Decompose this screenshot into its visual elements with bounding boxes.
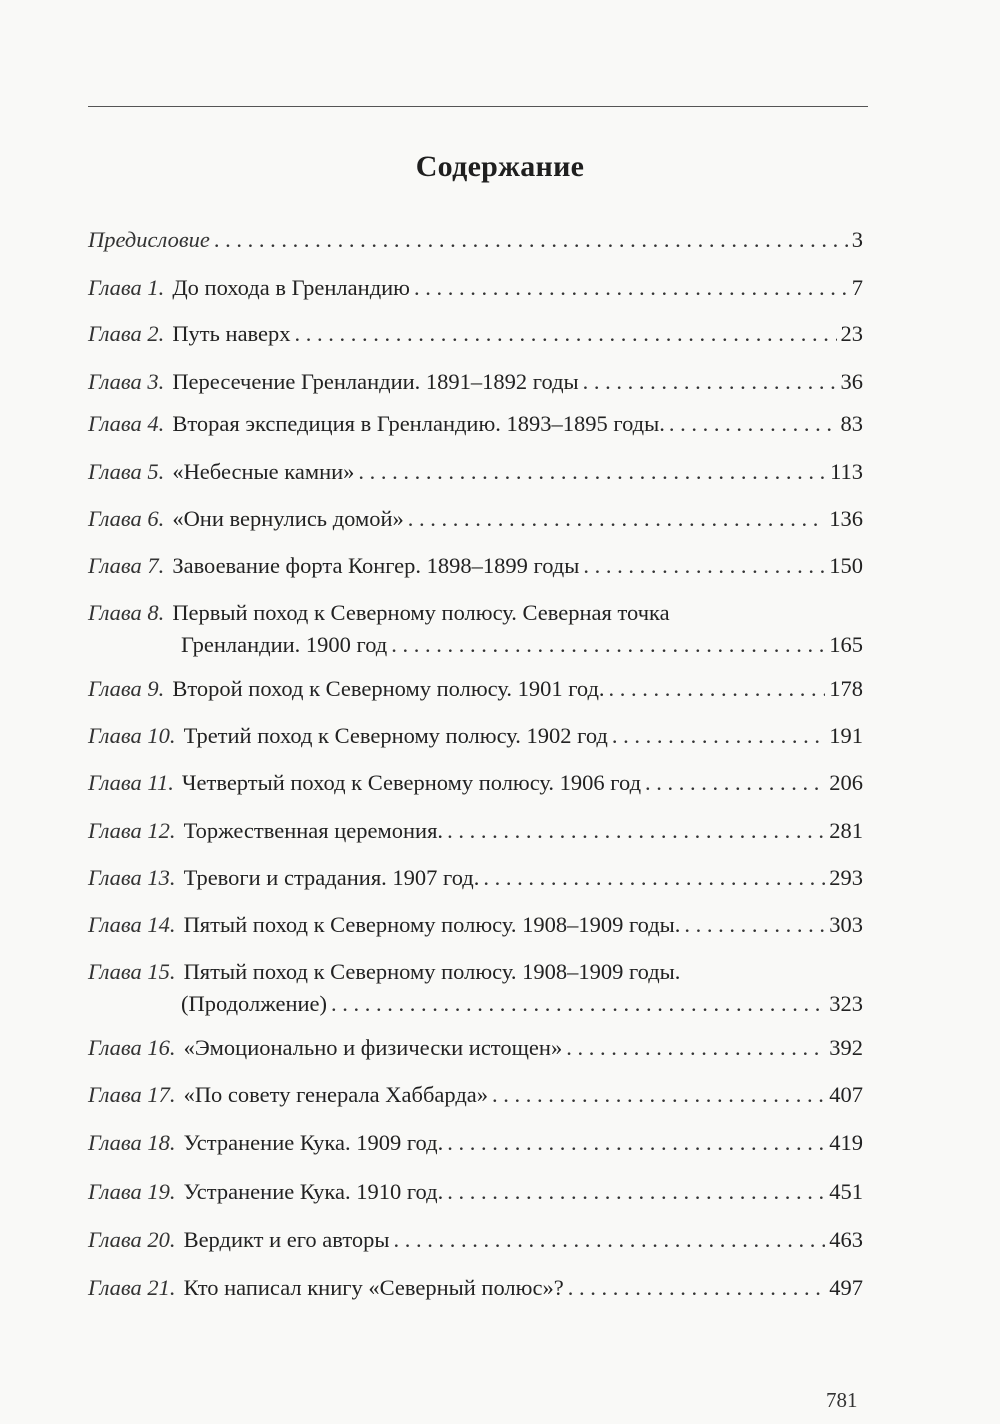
toc-entry-chapter-18[interactable] <box>88 1127 863 1159</box>
toc-label: Глава 13. <box>88 865 176 890</box>
dot-leader <box>295 318 837 350</box>
toc-entry-chapter-7[interactable] <box>88 550 863 582</box>
dot-leader <box>358 456 826 488</box>
toc-label: Глава 8. <box>88 600 165 625</box>
toc-title: Торжественная церемония. <box>183 818 444 843</box>
dot-leader <box>684 909 825 941</box>
dot-leader <box>609 673 826 705</box>
toc-entry-chapter-2[interactable] <box>88 318 863 350</box>
toc-title: «Эмоционально и физически истощен» <box>183 1035 563 1060</box>
toc-label: Глава 20. <box>88 1227 176 1252</box>
toc-label: Глава 3. <box>88 369 165 394</box>
toc-entry-chapter-11[interactable] <box>88 767 863 799</box>
toc-label: Глава 2. <box>88 321 165 346</box>
toc-label: Глава 1. <box>88 275 165 300</box>
toc-page: 136 <box>829 506 863 531</box>
toc-page: 392 <box>829 1035 863 1060</box>
toc-page: 113 <box>830 459 863 484</box>
toc-page: 206 <box>829 770 863 795</box>
toc-label: Глава 15. <box>88 959 176 984</box>
toc-page: 165 <box>829 632 863 657</box>
toc-page: 463 <box>829 1227 863 1252</box>
toc-title: Тревоги и страдания. 1907 год. <box>183 865 480 890</box>
toc-page: 7 <box>851 275 863 300</box>
toc-page: 407 <box>829 1082 863 1107</box>
toc-page: 36 <box>840 369 863 394</box>
dot-leader <box>391 629 825 661</box>
toc-title: Завоевание форта Конгер. 1898–1899 годы <box>172 553 580 578</box>
toc-page: 150 <box>829 553 863 578</box>
dot-leader <box>568 1272 826 1304</box>
toc-label: Глава 7. <box>88 553 165 578</box>
toc-title: Пересечение Гренландии. 1891–1892 годы <box>172 369 579 394</box>
dot-leader <box>583 550 825 582</box>
dot-leader <box>394 1224 826 1256</box>
toc-page: 23 <box>840 321 863 346</box>
toc-page: 3 <box>851 227 863 252</box>
page-number: 781 <box>826 1388 858 1412</box>
dot-leader <box>447 815 825 847</box>
toc-title: Пятый поход к Северному полюсу. 1908–1909 годы. <box>183 912 681 937</box>
dot-leader <box>483 862 825 894</box>
dot-leader <box>414 272 848 304</box>
toc-label: Глава 21. <box>88 1275 176 1300</box>
toc-title: Вторая экспедиция в Гренландию. 1893–1895 годы. <box>172 411 665 436</box>
toc-label: Предисловие <box>88 227 210 252</box>
toc-entry-chapter-15[interactable] <box>88 956 863 1020</box>
toc-page: 323 <box>829 991 863 1016</box>
toc-title: Путь наверх <box>172 321 291 346</box>
toc-entry-chapter-13[interactable] <box>88 862 863 894</box>
toc-entry-chapter-10[interactable] <box>88 720 863 752</box>
dot-leader <box>492 1079 825 1111</box>
toc-page: 497 <box>829 1275 863 1300</box>
toc-entry-chapter-3[interactable] <box>88 366 863 398</box>
toc-page: 419 <box>829 1130 863 1155</box>
dot-leader <box>612 720 825 752</box>
toc-page: 293 <box>829 865 863 890</box>
toc-entry-chapter-6[interactable] <box>88 503 863 535</box>
toc-label: Глава 9. <box>88 676 165 701</box>
dot-leader <box>566 1032 825 1064</box>
toc-title: Первый поход к Северному полюсу. Северная точка <box>172 600 670 625</box>
toc-entry-chapter-17[interactable] <box>88 1079 863 1111</box>
toc-title: Четвертый поход к Северному полюсу. 1906 год <box>181 770 642 795</box>
toc-page: 281 <box>829 818 863 843</box>
toc-label: Глава 11. <box>88 770 174 795</box>
toc-label: Глава 18. <box>88 1130 176 1155</box>
toc-page: 451 <box>829 1179 863 1204</box>
toc-title: Вердикт и его авторы <box>183 1227 390 1252</box>
toc-entry-chapter-4[interactable] <box>88 408 863 440</box>
toc-label: Глава 16. <box>88 1035 176 1060</box>
toc-page: 303 <box>829 912 863 937</box>
toc-title: Устранение Кука. 1909 год. <box>183 1130 444 1155</box>
toc-label: Глава 6. <box>88 506 165 531</box>
toc-entry-chapter-19[interactable] <box>88 1176 863 1208</box>
toc-entry-chapter-9[interactable] <box>88 673 863 705</box>
toc-title: До похода в Гренландию <box>172 275 410 300</box>
dot-leader <box>214 224 848 256</box>
toc-entry-chapter-8[interactable] <box>88 597 863 661</box>
toc-label: Глава 4. <box>88 411 165 436</box>
dot-leader <box>669 408 837 440</box>
toc-title: Пятый поход к Северному полюсу. 1908–1909 годы. <box>183 959 681 984</box>
toc-title-continued: (Продолжение) <box>181 991 328 1016</box>
toc-label: Глава 17. <box>88 1082 176 1107</box>
header-rule <box>88 106 868 107</box>
toc-entry-chapter-12[interactable] <box>88 815 863 847</box>
toc-label: Глава 19. <box>88 1179 176 1204</box>
toc-label: Глава 12. <box>88 818 176 843</box>
toc-title: Третий поход к Северному полюсу. 1902 год <box>183 723 608 748</box>
toc-page: 178 <box>829 676 863 701</box>
toc-entry-chapter-21[interactable] <box>88 1272 863 1304</box>
toc-entry-chapter-5[interactable] <box>88 456 863 488</box>
toc-title: Второй поход к Северному полюсу. 1901 год. <box>172 676 605 701</box>
toc-label: Глава 10. <box>88 723 176 748</box>
toc-label: Глава 14. <box>88 912 176 937</box>
toc-page: 83 <box>840 411 863 436</box>
toc-entry-preface[interactable] <box>88 224 863 256</box>
dot-leader <box>447 1176 825 1208</box>
toc-title: «Небесные камни» <box>172 459 355 484</box>
dot-leader <box>583 366 837 398</box>
dot-leader <box>645 767 825 799</box>
dot-leader <box>447 1127 825 1159</box>
page-title: Содержание <box>415 150 585 183</box>
toc-entry-chapter-20[interactable] <box>88 1224 863 1256</box>
toc-page: 191 <box>829 723 863 748</box>
toc-title: «Они вернулись домой» <box>172 506 404 531</box>
toc-entry-chapter-14[interactable] <box>88 909 863 941</box>
toc-title: Кто написал книгу «Северный полюс»? <box>183 1275 564 1300</box>
toc-title-continued: Гренландии. 1900 год <box>181 632 388 657</box>
toc-title: Устранение Кука. 1910 год. <box>183 1179 444 1204</box>
toc-entry-chapter-16[interactable] <box>88 1032 863 1064</box>
toc-entry-chapter-1[interactable] <box>88 272 863 304</box>
dot-leader <box>331 988 825 1020</box>
toc-label: Глава 5. <box>88 459 165 484</box>
dot-leader <box>408 503 826 535</box>
toc-title: «По совету генерала Хаббарда» <box>183 1082 489 1107</box>
